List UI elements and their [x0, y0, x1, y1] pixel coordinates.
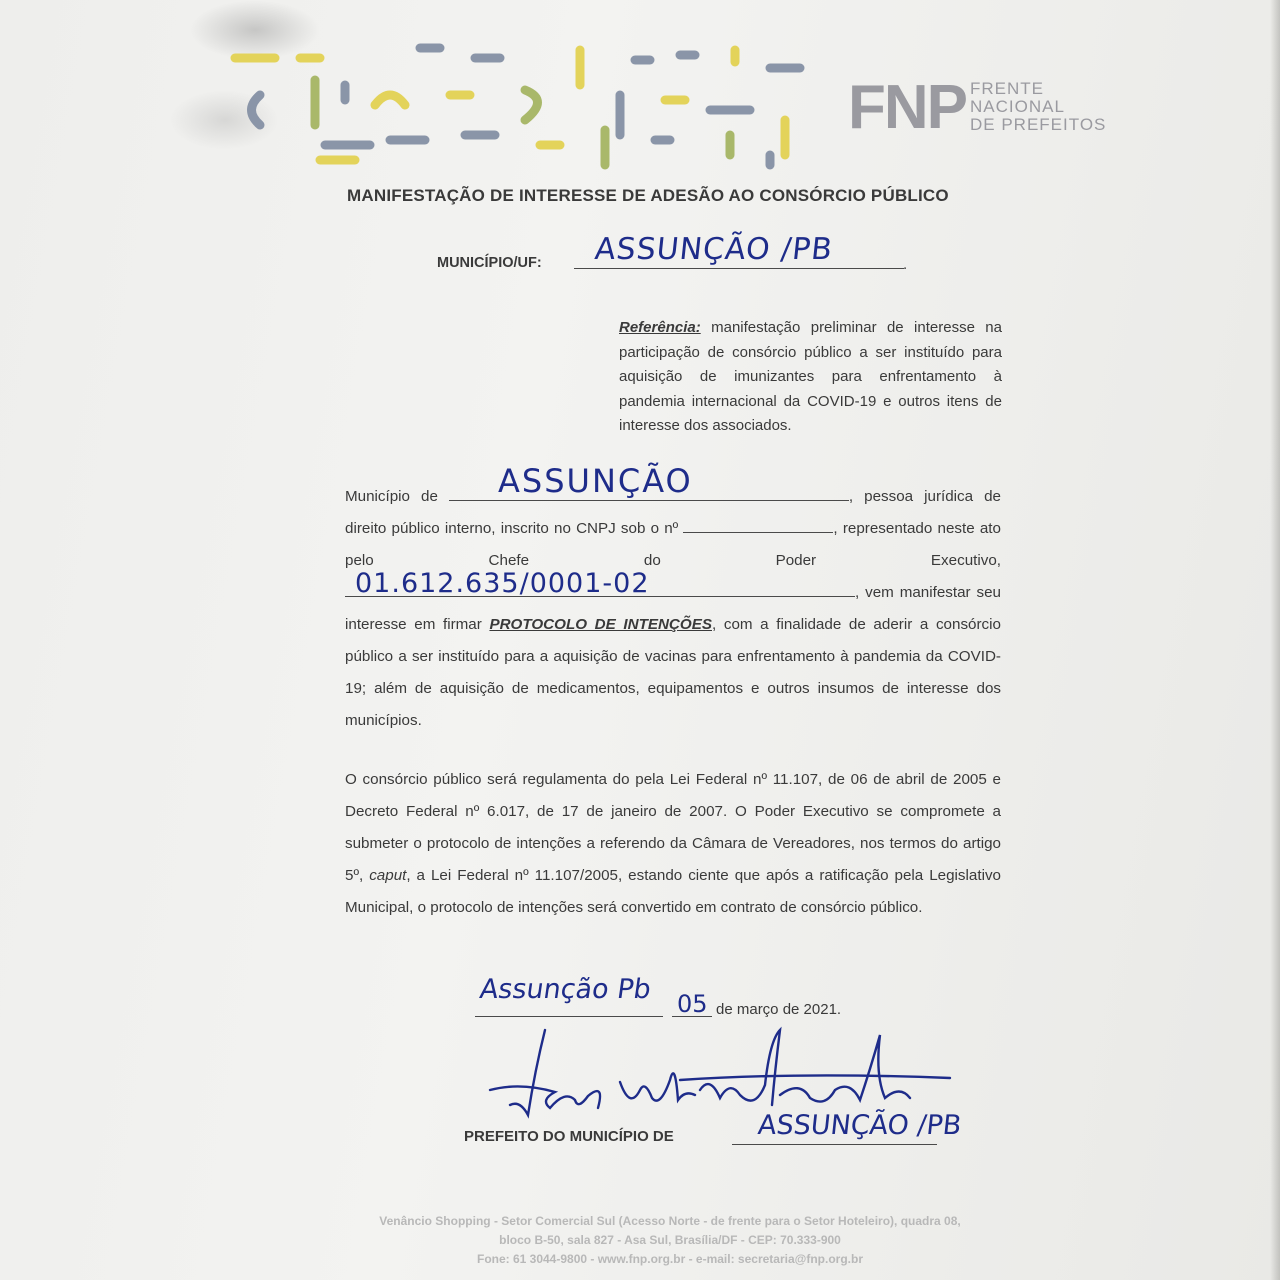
- date-day-line: [672, 1016, 712, 1017]
- fnp-name: [970, 80, 1110, 134]
- p2-text-a: O consórcio público será regulamenta do pela Lei Federal nº 11.107, de 06 de abril de 2005 e Decreto Federal nº 6.017, de 17 de janeiro de 2007. O Poder Executivo se compromete a submeter o protocolo de intenções a referendo da Câmara de Vereadores, nos termos do artigo 5º,: [345, 771, 1001, 884]
- prefeito-blank-line: [732, 1144, 937, 1145]
- footer-line: Venâncio Shopping - Setor Comercial Sul (Acesso Norte - de frente para o Setor Hoteleiro), quadra 08,: [379, 1214, 961, 1228]
- reference-text: manifestação preliminar de interesse na participação de consórcio público a ser instituído para aquisição de imunizantes para enfrentamento à pandemia internacional da COVID-19 e outros itens de interesse dos associados.: [619, 319, 1002, 434]
- fnp-name-line: FRENTE: [970, 79, 1044, 98]
- reference-label: Referência:: [619, 319, 701, 336]
- fnp-name-line: NACIONAL: [970, 97, 1065, 116]
- municipio-handwritten: ASSUNÇÃO /PB: [593, 232, 835, 267]
- reference-block: [619, 316, 1002, 439]
- paragraph-2: [345, 764, 1001, 924]
- p1-text-e: , com a finalidade de aderir a consórcio público a ser instituído para a aquisição de vacinas para enfrentamento à pandemia da COVID-19; além de aquisição de medicamentos, equipamentos e outros insumos de interesse dos municípios.: [345, 616, 1001, 729]
- city-handwritten: ASSUNÇÃO: [498, 462, 693, 500]
- footer-address: [260, 1212, 1080, 1269]
- date-city-handwritten: Assunção Pb: [477, 974, 653, 1005]
- prefeito-handwritten: ASSUNÇÃO /PB: [756, 1110, 963, 1141]
- protocolo-emphasis: PROTOCOLO DE INTENÇÕES: [489, 616, 712, 633]
- cnpj-blank-line: [683, 518, 833, 533]
- p1-text-d: , vem manifestar seu interesse em firmar: [345, 584, 1001, 633]
- caput-italic: caput: [369, 867, 407, 884]
- footer-line: Fone: 61 3044-9800 - www.fnp.org.br - e-mail: secretaria@fnp.org.br: [476, 1252, 863, 1266]
- date-day-handwritten: 05: [677, 990, 708, 1018]
- p1-text-b: , pessoa jurídica de direito público interno, inscrito no CNPJ sob o nº: [345, 488, 1001, 537]
- municipio-blank-line: [574, 268, 904, 269]
- fnp-logo: FNP: [848, 73, 966, 142]
- paragraph-1: [345, 481, 1001, 737]
- campaign-logo-art: [225, 40, 815, 170]
- cnpj-handwritten: 01.612.635/0001-02: [355, 568, 650, 599]
- municipio-label: MUNICÍPIO/UF:: [437, 255, 542, 271]
- fnp-name-line: DE PREFEITOS: [970, 115, 1107, 134]
- period: .: [903, 256, 908, 273]
- p2-text-b: , a Lei Federal nº 11.107/2005, estando ciente que após a ratificação pela Legislativo Municipal, o protocolo de intenções será convertido em contrato de consórcio público.: [345, 867, 1001, 916]
- document-title: MANIFESTAÇÃO DE INTERESSE DE ADESÃO AO CONSÓRCIO PÚBLICO: [347, 186, 949, 205]
- date-city-line: [475, 1016, 663, 1017]
- p1-text-a: Município de: [345, 488, 438, 505]
- paper-edge-shadow: [1270, 0, 1280, 1280]
- p1-text-c: , representado neste ato pelo Chefe do Poder Executivo,: [345, 520, 1001, 569]
- date-text: de março de 2021.: [716, 1001, 842, 1018]
- footer-line: bloco B-50, sala 827 - Asa Sul, Brasília/DF - CEP: 70.333-900: [499, 1233, 841, 1247]
- prefeito-label: PREFEITO DO MUNICÍPIO DE: [464, 1128, 674, 1145]
